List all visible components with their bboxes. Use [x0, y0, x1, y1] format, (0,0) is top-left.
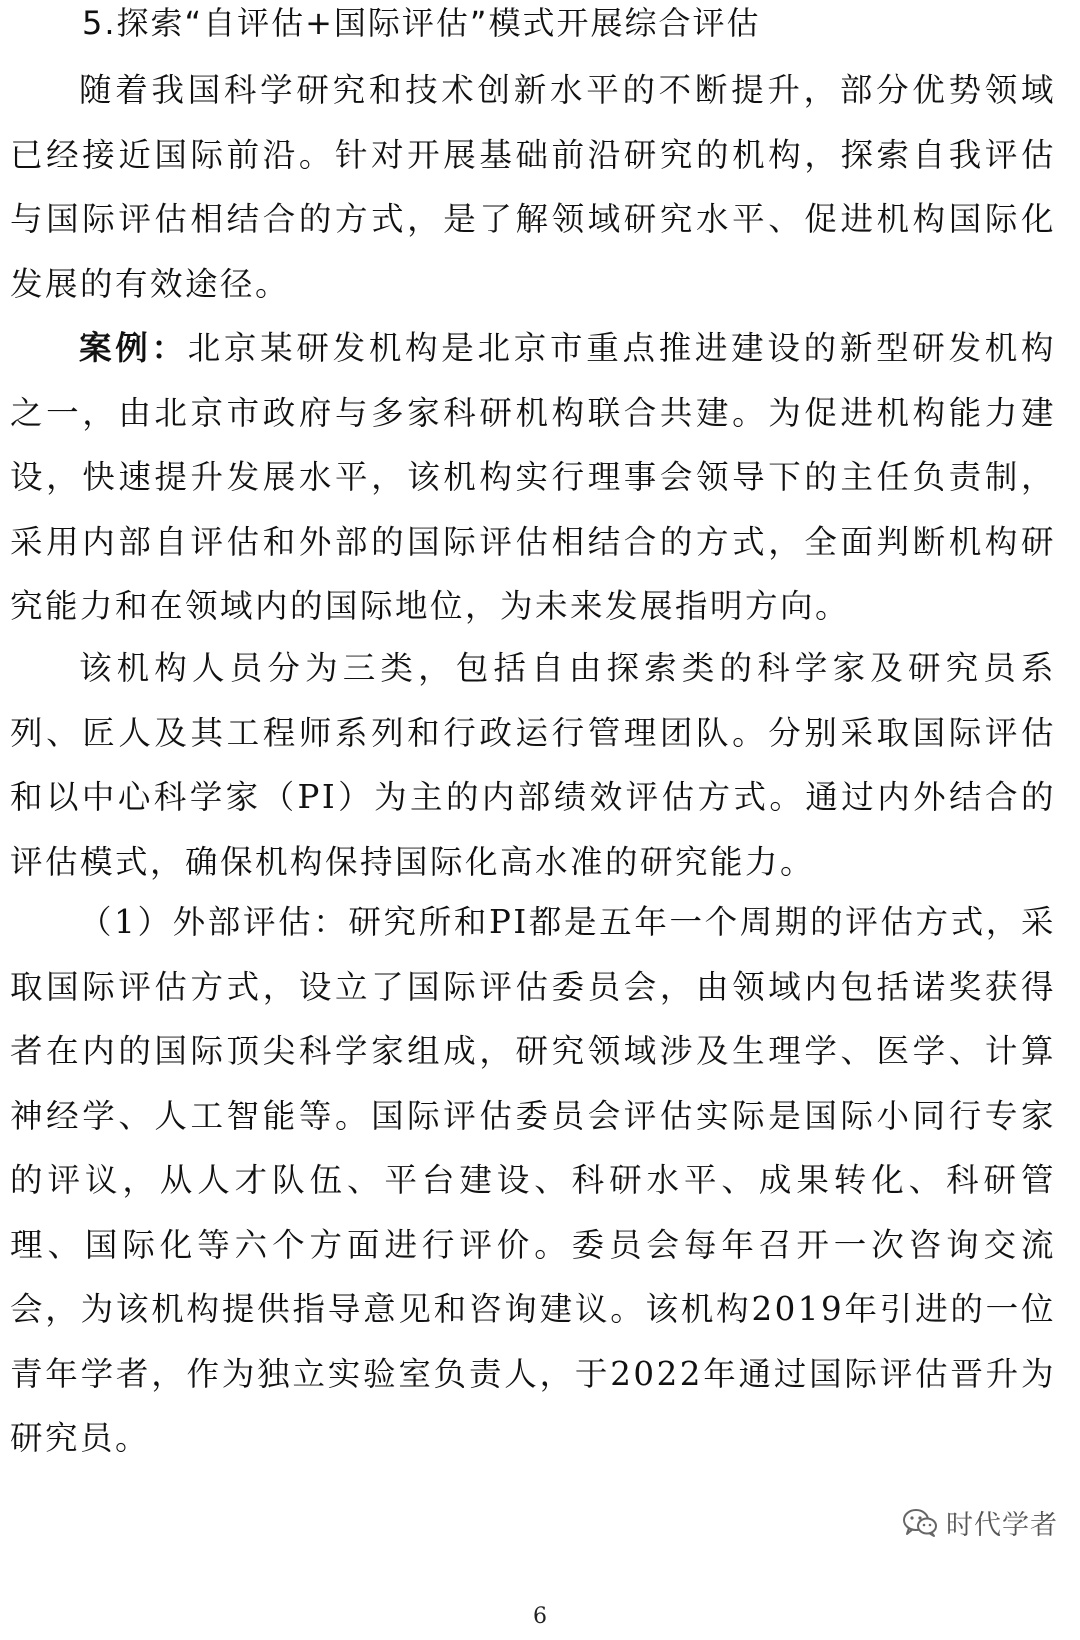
watermark-text: 时代学者: [946, 1510, 1058, 1541]
paragraph-intro: [10, 58, 1056, 316]
paragraph-staff: [10, 636, 1056, 894]
watermark: [902, 1503, 1058, 1542]
paragraph-text: 北京某研发机构是北京市重点推进建设的新型研发机构之一，由北京市政府与多家科研机构联合共建。为促进机构能力建设，快速提升发展水平，该机构实行理事会领导下的主任负责制，采用内部自评估和外部的国际评估相结合的方式，全面判断机构研究能力和在领域内的国际地位，为未来发展指明方向。: [10, 329, 1056, 625]
case-label: 案例：: [79, 329, 188, 367]
section-heading: 5.探索“自评估+国际评估”模式开展综合评估: [82, 4, 761, 42]
page-number: 6: [533, 1604, 547, 1629]
wechat-icon: [902, 1508, 938, 1538]
paragraph-external-evaluation: [10, 890, 1056, 1471]
paragraph-case: [10, 316, 1056, 639]
paragraph-text: （1）外部评估：研究所和PI都是五年一个周期的评估方式，采取国际评估方式，设立了国际评估委员会，由领域内包括诺奖获得者在内的国际顶尖科学家组成，研究领域涉及生理学、医学、计算神经学、人工智能等。国际评估委员会评估实际是国际小同行专家的评议，从人才队伍、平台建设、科研水平、成果转化、科研管理、国际化等六个方面进行评价。委员会每年召开一次咨询交流会，为该机构提供指导意见和咨询建议。该机构2019年引进的一位青年学者，作为独立实验室负责人，于2022年通过国际评估晋升为研究员。: [10, 903, 1056, 1457]
paragraph-text: 该机构人员分为三类，包括自由探索类的科学家及研究员系列、匠人及其工程师系列和行政运行管理团队。分别采取国际评估和以中心科学家（PI）为主的内部绩效评估方式。通过内外结合的评估模式，确保机构保持国际化高水准的研究能力。: [10, 649, 1056, 881]
paragraph-text: 随着我国科学研究和技术创新水平的不断提升，部分优势领域已经接近国际前沿。针对开展基础前沿研究的机构，探索自我评估与国际评估相结合的方式，是了解领域研究水平、促进机构国际化发展的有效途径。: [10, 71, 1056, 303]
